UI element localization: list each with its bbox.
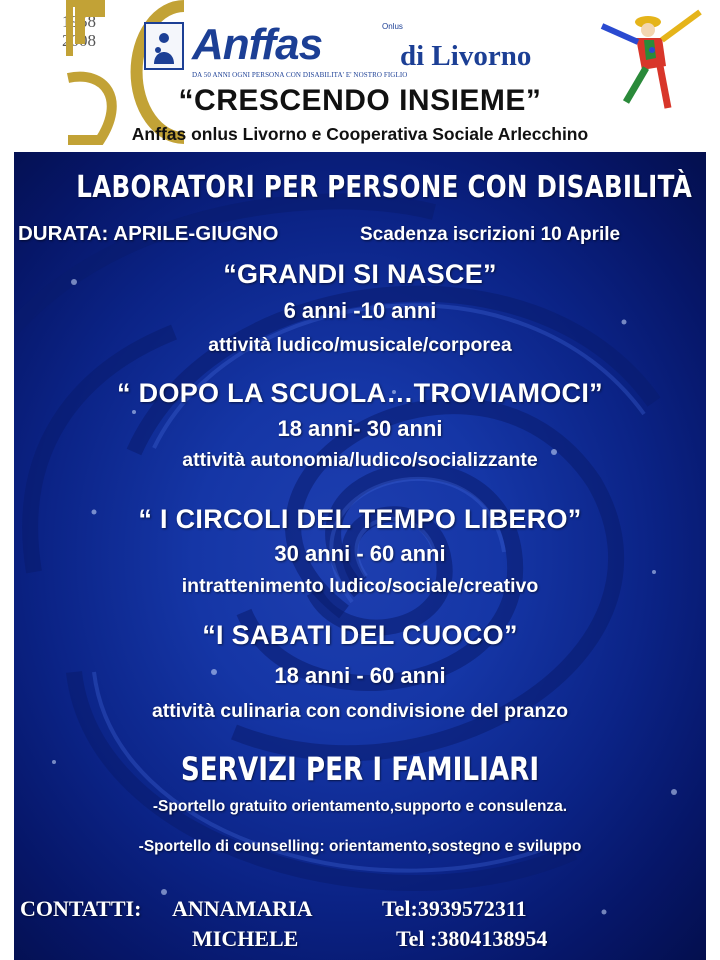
workshop-activity: attività autonomia/ludico/socializzante [182,449,538,471]
registration-deadline: Scadenza iscrizioni 10 Aprile [360,224,621,245]
campaign-title: “CRESCENDO INSIEME” [178,84,542,117]
duration-label: DURATA: APRILE-GIUGNO [18,222,279,245]
contacts-label: CONTATTI: [20,896,142,921]
services-heading: SERVIZI PER I FAMILIARI [180,750,540,788]
workshop-activity: intrattenimento ludico/sociale/creativo [181,575,539,597]
workshop-title: “GRANDI SI NASCE” [223,259,497,289]
contact-name: ANNAMARIA [172,896,313,921]
onlus-label: Onlus [382,22,403,31]
brand-name: Anffas [192,20,323,69]
brand-city: di Livorno [400,40,532,72]
workshop-age-range: 30 anni - 60 anni [274,541,446,566]
workshop-activity: attività ludico/musicale/corporea [208,334,512,356]
workshop-title: “ I CIRCOLI DEL TEMPO LIBERO” [138,504,582,534]
service-item: -Sportello gratuito orientamento,supporto e consulenza. [152,798,568,815]
workshops-heading: LABORATORI PER PERSONE CON DISABILITÀ [76,170,692,205]
workshop-age-range: 6 anni -10 anni [283,298,437,323]
workshop-title: “ DOPO LA SCUOLA…TROVIAMOCI” [117,378,603,408]
workshop-activity: attività culinaria con condivisione del pranzo [151,700,569,722]
year-start: 1958 [62,12,96,31]
contact-phone: Tel:3939572311 [382,896,527,921]
organizers-subtitle: Anffas onlus Livorno e Cooperativa Sociale Arlecchino [131,124,589,144]
anffas-logo-icon [144,22,184,70]
workshop-age-range: 18 anni- 30 anni [277,416,443,441]
brand-tagline: DA 50 ANNI OGNI PERSONA CON DISABILITA' E' NOSTRO FIGLIO [192,71,408,79]
poster-header [0,0,720,152]
contact-name: MICHELE [192,926,299,951]
workshop-title: “I SABATI DEL CUOCO” [202,620,518,650]
poster-body [14,152,706,960]
contact-phone: Tel :3804138954 [396,926,548,951]
service-item: -Sportello di counselling: orientamento,sostegno e sviluppo [138,838,582,855]
year-end: 2008 [62,31,96,50]
workshop-age-range: 18 anni - 60 anni [274,663,446,688]
